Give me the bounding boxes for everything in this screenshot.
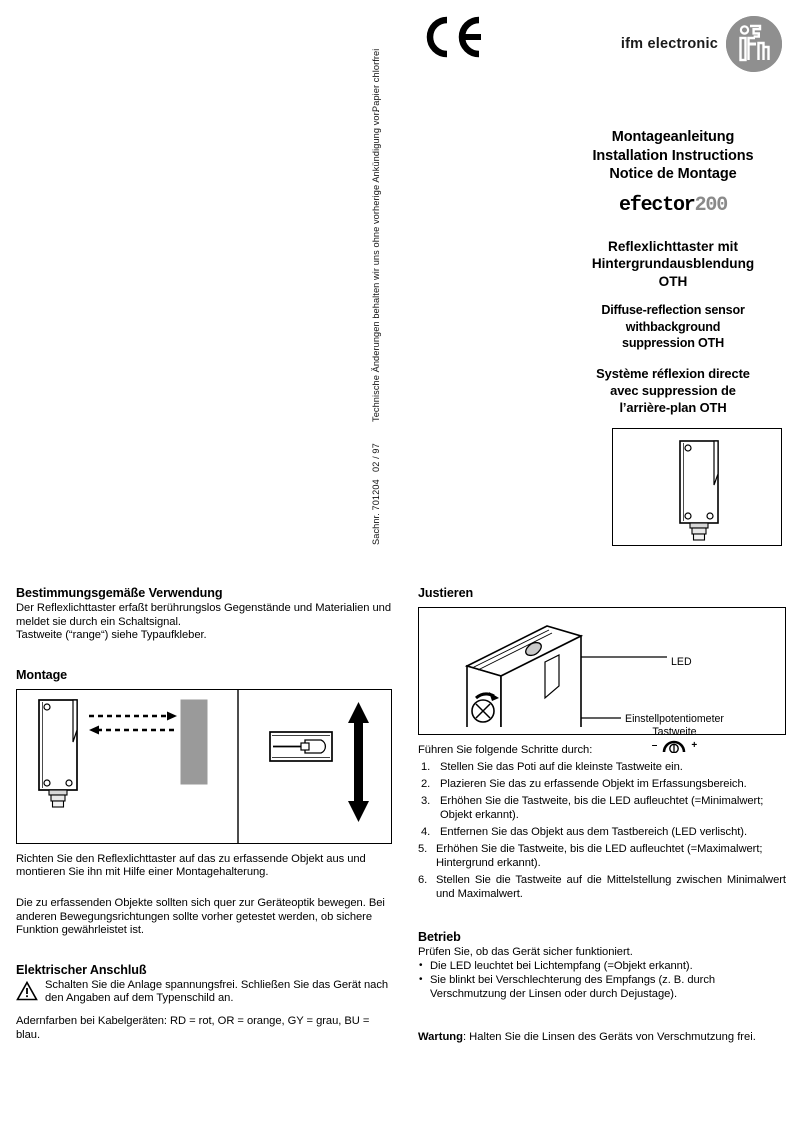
section-heading-intended-use: Bestimmungsgemäße Verwendung	[16, 586, 223, 600]
product-name-de	[560, 238, 786, 291]
title-line-de: Montageanleitung	[611, 129, 735, 145]
intended-use-paragraph-2: Tastweite (“range“) siehe Typaufkleber.	[16, 629, 207, 642]
product-name-de-line1: Reflexlichttaster mit	[608, 238, 738, 254]
list-item	[418, 778, 786, 792]
step-text: Entfernen Sie das Objekt aus dem Tastbereich (LED verlischt).	[440, 825, 748, 838]
adjust-intro: Führen Sie folgende Schritte durch:	[418, 744, 593, 756]
left-column	[16, 586, 392, 1042]
section-heading-electrical: Elektrischer Anschluß	[16, 962, 147, 977]
potentiometer-scale-symbol	[625, 739, 724, 753]
efector-logo-suffix: 200	[694, 193, 728, 217]
maintenance-text: : Halten Sie die Linsen des Geräts von Verschmutzung frei.	[462, 1030, 756, 1043]
margin-note-paper: Papier chlorfrei	[371, 48, 381, 112]
brand-name: ifm electronic	[620, 36, 718, 52]
poti-plus-sign: +	[691, 739, 698, 751]
margin-note-technical: Technische Änderungen behalten wir uns ohne vorherige Ankündigung vor.	[371, 110, 381, 422]
operation-bullets-list	[418, 960, 786, 1002]
list-item	[418, 761, 786, 775]
title-line-fr: Notice de Montage	[609, 166, 737, 183]
product-name-fr-line1: Système réflexion directe	[596, 365, 750, 381]
callout-potentiometer-line1: Einstellpotentiometer	[625, 713, 724, 725]
margin-note-part-number: Sachnr. 701204	[371, 479, 381, 545]
sensor-front-view-drawing	[613, 429, 781, 545]
brand-logo	[621, 16, 782, 72]
mounting-paragraph-1: Richten Sie den Reflexlichttaster auf das zu erfassende Objekt aus und montieren Sie ihn mit Hilfe einer Montagehalterung.	[16, 852, 366, 879]
maintenance-label: Wartung	[418, 1030, 463, 1043]
step-number: 3.	[421, 795, 431, 807]
step-text: Erhöhen Sie die Tastweite, bis die LED aufleuchtet (=Minimalwert; Objekt erkannt).	[440, 795, 764, 821]
list-item: • Sie blinkt bei Verschlechterung des Empfangs (z. B. durch Verschmutzung der Linsen oder durch Dejustage).	[418, 974, 786, 1001]
callout-led-label: LED	[671, 656, 692, 668]
right-column	[418, 586, 786, 1056]
title-block	[560, 128, 786, 416]
intended-use-paragraph-1: Der Reflexlichttaster erfaßt berührungslos Gegenstände und Materialien und meldet sie durch ein Schaltsignal.	[16, 602, 392, 628]
product-name-en-line3: suppression OTH	[622, 336, 724, 351]
ifm-badge-icon	[726, 16, 782, 72]
product-name-fr	[560, 365, 786, 416]
list-item: • Die LED leuchtet bei Lichtempfang (=Objekt erkannt).	[418, 960, 786, 974]
step-number: 6.	[418, 874, 428, 887]
step-number: 1.	[421, 760, 431, 773]
ce-mark-icon	[425, 16, 485, 58]
section-heading-adjust: Justieren	[418, 586, 474, 600]
title-line-en: Installation Instructions	[592, 147, 754, 164]
list-item	[418, 843, 786, 870]
margin-note-date: 02 / 97	[371, 443, 381, 472]
poti-rotation-icon	[660, 739, 688, 753]
electrical-wire-colors: Adernfarben bei Kabelgeräten: RD = rot, OR = orange, GY = grau, BU = blau.	[16, 1014, 370, 1041]
electrical-warning	[16, 979, 392, 1006]
step-text: Erhöhen Sie die Tastweite, bis die LED aufleuchtet (=Maximalwert; Hintergrund erkannt).	[436, 843, 763, 869]
product-name-de-line2: Hintergrundausblendung	[591, 256, 755, 272]
step-text: Plazieren Sie das zu erfassende Objekt im Erfassungsbereich.	[440, 777, 747, 790]
list-item	[418, 874, 786, 901]
efector-product-logo	[618, 193, 728, 217]
section-heading-mounting: Montage	[16, 667, 68, 682]
section-heading-operation: Betrieb	[418, 929, 461, 944]
product-name-en-line1: Diffuse-reflection sensor	[601, 303, 745, 318]
step-number: 2.	[421, 777, 431, 790]
mounting-paragraph-2: Die zu erfassenden Objekte sollten sich quer zur Geräteoptik bewegen. Bei anderen Bewegungsrichtungen sollte vorher getestet werden, ob sichere Funktion gewährleistet ist.	[16, 896, 385, 937]
callout-potentiometer-line2: Tastweite	[652, 725, 697, 738]
product-name-fr-line2: avec suppression de	[610, 382, 736, 398]
product-name-fr-line3: l’arrière-plan OTH	[619, 399, 727, 415]
list-item	[418, 826, 786, 840]
maintenance-note	[418, 1031, 786, 1045]
electrical-warning-text: Schalten Sie die Anlage spannungsfrei. Schließen Sie das Gerät nach den Angaben auf dem Typenschild an.	[45, 978, 389, 1005]
mounting-figure	[16, 689, 392, 844]
efector-logo-main: efector	[618, 193, 695, 217]
operation-intro: Prüfen Sie, ob das Gerät sicher funktioniert.	[418, 945, 633, 958]
step-number: 4.	[421, 825, 431, 838]
poti-minus-sign: –	[651, 739, 658, 751]
product-name-en	[560, 302, 786, 351]
list-item	[418, 795, 786, 822]
adjustment-steps-list	[418, 761, 786, 902]
warning-triangle-icon	[16, 981, 38, 1001]
mounting-diagram	[17, 690, 391, 843]
callout-potentiometer	[625, 713, 724, 753]
margin-notes	[371, 0, 393, 560]
adjustment-diagram	[419, 608, 785, 734]
step-text: Stellen Sie die Tastweite auf die Mittelstellung zwischen Minimalwert und Maximalwert.	[436, 874, 786, 900]
product-name-de-line3: OTH	[658, 273, 688, 289]
product-illustration-box	[612, 428, 782, 546]
step-number: 5.	[418, 843, 428, 856]
step-text: Stellen Sie das Poti auf die kleinste Tastweite ein.	[440, 760, 683, 773]
product-name-en-line2: withbackground	[625, 319, 721, 334]
